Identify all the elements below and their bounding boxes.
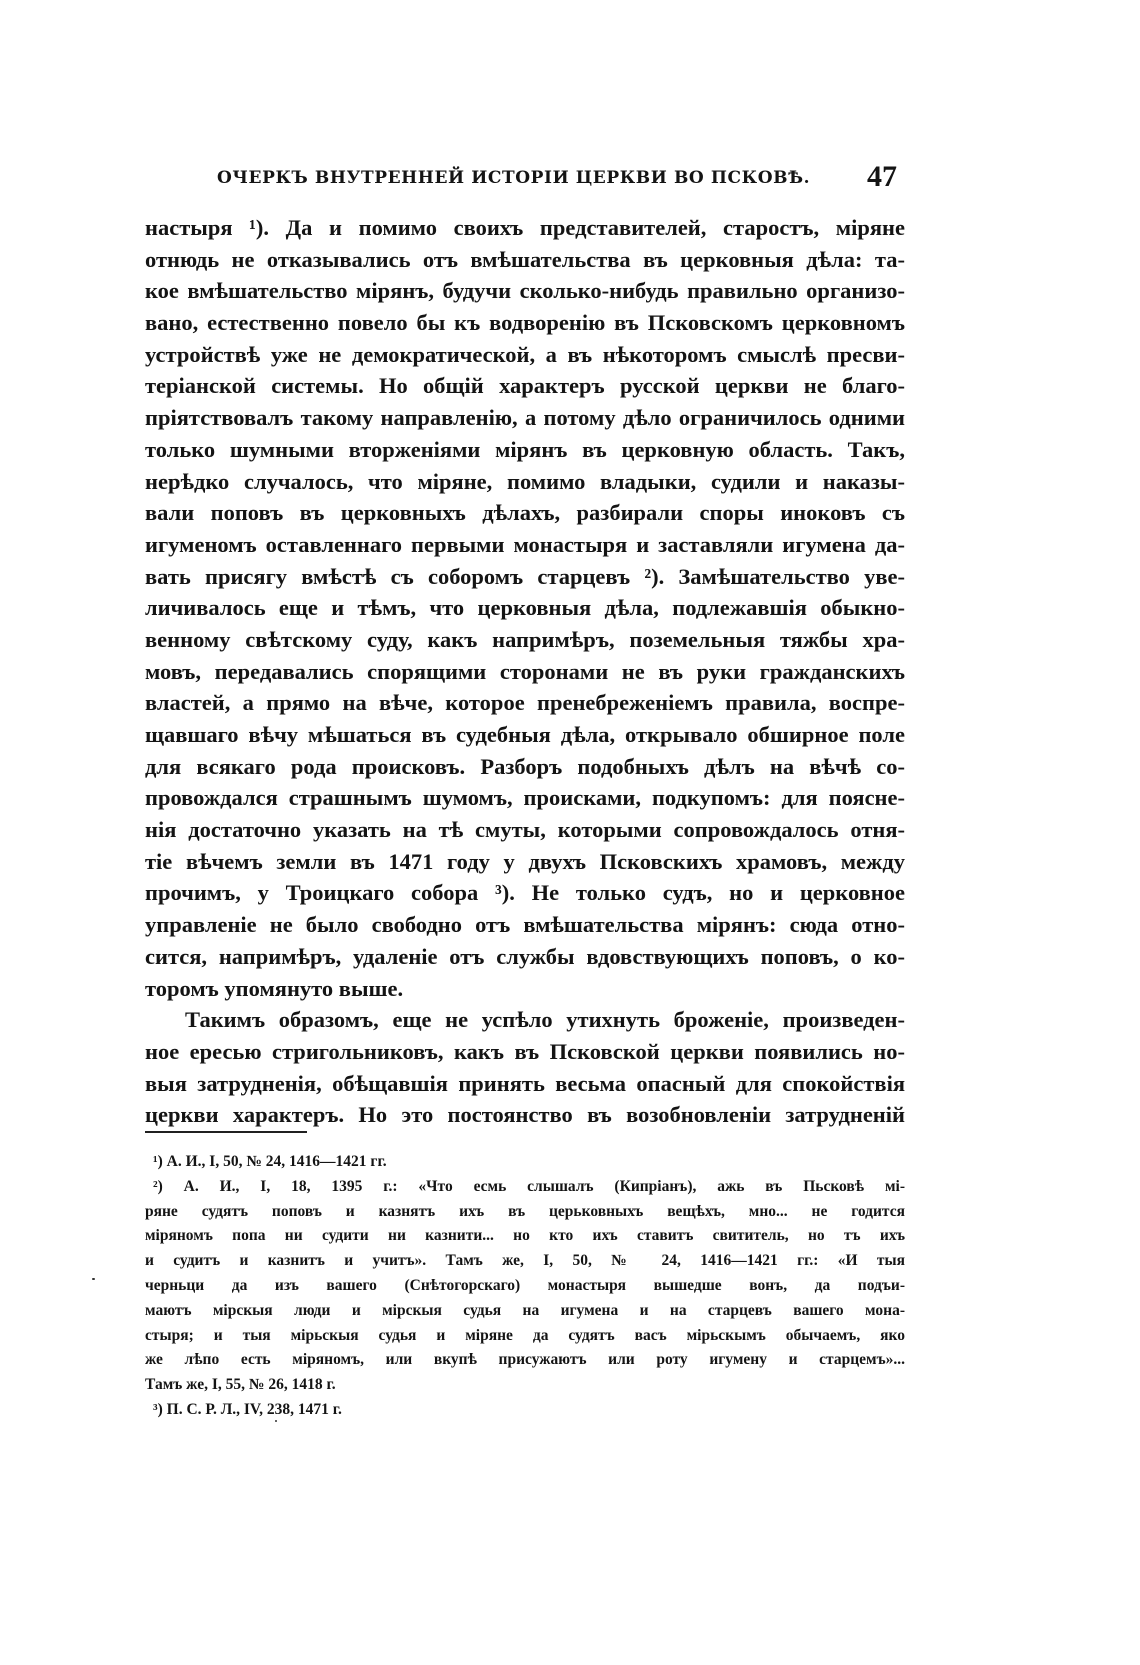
footnote-2: ²) А. И., I, 18, 1395 г.: «Что есмь слышалъ (Кипріанъ), ажь въ Пьсковѣ мі- — [153, 1177, 905, 1195]
text-line: настыря ¹). Да и помимо своихъ представителей, старостъ, міряне — [145, 215, 905, 240]
text-line: мовъ, передавались спорящими сторонами не въ руки гражданскихъ — [145, 658, 905, 684]
text-line: вали поповъ въ церковныхъ дѣлахъ, разбирали споры иноковъ съ — [145, 500, 905, 526]
text-line: устройствѣ уже не демократической, а въ нѣкоторомъ смыслѣ пресви- — [145, 341, 905, 367]
footnote-line: маютъ мірскыя люди и мірскыя судья на игумена и на старцевъ вашего мона- — [145, 1301, 905, 1319]
footnote-line: ряне судятъ поповъ и казнятъ ихъ въ церьковныхъ вещѣхъ, мно... не годится — [145, 1202, 905, 1220]
text-line: вать присягу вмѣстѣ съ соборомъ старцевъ ²). Замѣшательство уве- — [145, 563, 905, 589]
paragraph-end-line: торомъ упомянуто выше. — [145, 975, 404, 1001]
text-line: провождался страшнымъ шумомъ, происками, подкупомъ: для поясне- — [145, 785, 905, 811]
text-line: вано, естественно повело бы къ водворенію въ Псковскомъ церковномъ — [145, 310, 905, 336]
text-line: нерѣдко случалось, что міряне, помимо владыки, судили и наказы- — [145, 468, 905, 494]
text-line: для всякаго рода происковъ. Разборъ подобныхъ дѣлъ на вѣчѣ со- — [145, 753, 905, 779]
footnote-line: Тамъ же, I, 55, № 26, 1418 г. — [145, 1376, 336, 1394]
text-line: прочимъ, у Троицкаго собора ³). Не только судъ, но и церковное — [145, 880, 905, 906]
text-line: выя затрудненія, обѣщавшія принять весьма опасный для спокойствія — [145, 1070, 905, 1096]
footnote-line: же лѣпо есть міряномъ, или вкупѣ присужаютъ или роту игумену и старцемъ»... — [145, 1351, 905, 1369]
footnote-line: и судитъ и казнитъ и учитъ». Тамъ же, I, 50, № 24, 1416—1421 гг.: «И тыя — [145, 1252, 905, 1270]
text-line: тіе вѣчемъ земли въ 1471 году у двухъ Псковскихъ храмовъ, между — [145, 848, 905, 874]
text-line: управленіе не было свободно отъ вмѣшательства мірянъ: сюда отно- — [145, 912, 905, 938]
footnote-line: черньци да изъ вашего (Снѣтогорскаго) монастыря вышедше вонъ, да подъи- — [145, 1276, 905, 1294]
text-line: игуменомъ оставленнаго первыми монастыря и заставляли игумена да- — [145, 531, 905, 557]
footnote-line: міряномъ попа ни судити ни казнити... но кто ихъ ставитъ свититель, но тъ ихъ — [145, 1227, 905, 1245]
text-line: властей, а прямо на вѣче, которое пренебреженіемъ правила, воспре- — [145, 690, 905, 716]
text-line: щавшаго вѣчу мѣшаться въ судебныя дѣла, открывало обширное поле — [145, 722, 905, 747]
running-head — [217, 160, 897, 200]
text-line: кое вмѣшательство мірянъ, будучи сколько-нибудь правильно организо- — [145, 278, 905, 304]
paragraph-start-line: Такимъ образомъ, еще не успѣло утихнуть броженіе, произведен- — [185, 1007, 905, 1033]
text-line: пріятствовалъ такому направленію, а потому дѣло ограничилось одними — [145, 405, 905, 431]
text-line: церкви характеръ. Но это постоянство въ возобновленіи затрудненій — [145, 1102, 905, 1128]
text-line: только шумными вторженіями мірянъ въ церковную область. Такъ, — [145, 436, 905, 462]
text-line: нія достаточно указать на тѣ смуты, которыми сопровождалось отня- — [145, 817, 905, 843]
text-line: ное ересью стригольниковъ, какъ въ Псковской церкви появились но- — [145, 1038, 905, 1064]
text-line: отнюдь не отказывались отъ вмѣшательства въ церковныя дѣла: та- — [145, 246, 905, 272]
text-line: личивалось еще и тѣмъ, что церковныя дѣла, подлежавшія обыкно- — [145, 595, 905, 621]
page-number: 47 — [867, 160, 897, 193]
footnote-rule — [145, 1131, 307, 1133]
print-speck — [275, 1420, 277, 1422]
footnotes — [145, 1150, 905, 1423]
text-line: сится, напримѣръ, удаленіе отъ службы вдовствующихъ поповъ, о ко- — [145, 943, 905, 969]
text-line: теріанской системы. Но общій характеръ русской церкви не благо- — [145, 373, 905, 399]
print-speck — [92, 1278, 95, 1280]
footnote-1: ¹) А. И., I, 50, № 24, 1416—1421 гг. — [153, 1153, 387, 1170]
running-head-title: ОЧЕРКЪ ВНУТРЕННЕЙ ИСТОРІИ ЦЕРКВИ ВО ПСКОВѢ. — [217, 168, 811, 188]
text-line: венному свѣтскому суду, какъ напримѣръ, поземельныя тяжбы хра- — [145, 626, 905, 652]
body-text — [145, 212, 905, 1131]
footnote-line: стыря; и тыя мірьскыя судья и міряне да судятъ васъ мірьскымъ обычаемъ, яко — [145, 1326, 905, 1344]
footnote-3: ³) П. С. Р. Л., IV, 238, 1471 г. — [153, 1400, 342, 1418]
